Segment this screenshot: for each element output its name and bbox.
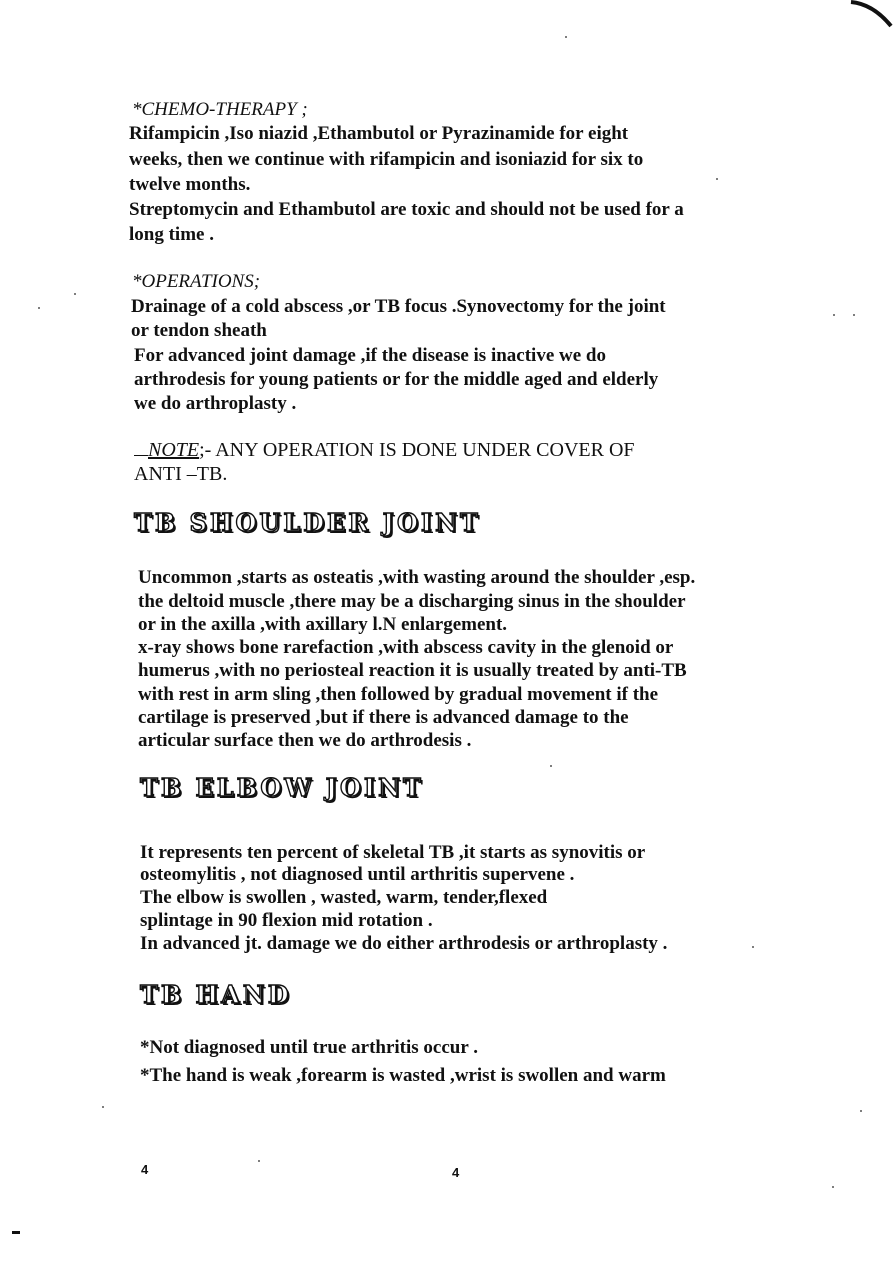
operations-heading: *OPERATIONS; [132,271,261,292]
operations-line-3: For advanced joint damage ,if the disease is inactive we do [134,345,606,366]
scan-speck [860,1110,862,1112]
scan-speck [565,36,567,38]
hand-heading: TB HAND [140,980,292,1009]
shoulder-line-6: with rest in arm sling ,then followed by gradual movement if the [138,684,659,705]
scan-mark [12,1231,20,1234]
shoulder-line-7: cartilage is preserved ,but if there is advanced damage to the [138,707,629,728]
elbow-line-5: In advanced jt. damage we do either arthrodesis or arthroplasty . [140,933,668,954]
shoulder-line-3: or in the axilla ,with axillary l.N enlargement. [138,614,508,635]
scan-speck [833,314,835,316]
shoulder-line-4: x-ray shows bone rarefaction ,with abscess cavity in the glenoid or [138,637,674,658]
chemotherapy-line-4: Streptomycin and Ethambutol are toxic and should not be used for a [129,199,684,220]
note-label: NOTE [148,439,200,461]
scan-speck [102,1106,104,1108]
scan-speck [38,307,40,309]
operations-line-5: we do arthroplasty . [134,393,297,414]
elbow-line-4: splintage in 90 flexion mid rotation . [140,910,433,931]
scan-speck [258,1160,260,1162]
elbow-heading: TB ELBOW JOINT [140,773,424,802]
scan-speck [550,765,552,767]
scan-speck [752,946,754,948]
shoulder-line-5: humerus ,with no periosteal reaction it is usually treated by anti-TB [138,660,687,681]
note-line-2: ANTI –TB. [134,463,228,485]
elbow-line-1: It represents ten percent of skeletal TB ,it starts as synovitis or [140,842,646,863]
scan-speck [74,293,76,295]
note-text: ;- ANY OPERATION IS DONE UNDER COVER OF [199,439,635,461]
chemotherapy-line-1: Rifampicin ,Iso niazid ,Ethambutol or Pyrazinamide for eight [129,123,629,144]
chemotherapy-line-3: twelve months. [129,174,251,195]
shoulder-line-2: the deltoid muscle ,there may be a discharging sinus in the shoulder [138,591,686,612]
operations-line-4: arthrodesis for young patients or for the middle aged and elderly [134,369,659,390]
page-number-left: 4 [141,1162,149,1177]
hand-line-2: *The hand is weak ,forearm is wasted ,wrist is swollen and warm [140,1065,666,1086]
shoulder-line-1: Uncommon ,starts as osteatis ,with wasting around the shoulder ,esp. [138,567,696,588]
scan-corner-mark [833,0,893,30]
scan-speck [832,1186,834,1188]
page-number-center: 4 [452,1165,460,1180]
chemotherapy-line-5: long time . [129,224,214,245]
operations-line-1: Drainage of a cold abscess ,or TB focus .Synovectomy for the joint [131,296,666,317]
hand-line-1: *Not diagnosed until true arthritis occur . [140,1037,478,1058]
note-line-1 [134,438,635,462]
elbow-line-3: The elbow is swollen , wasted, warm, tender,flexed [140,887,548,908]
shoulder-line-8: articular surface then we do arthrodesis . [138,730,472,751]
chemotherapy-line-2: weeks, then we continue with rifampicin and isoniazid for six to [129,149,644,170]
chemotherapy-heading: *CHEMO-THERAPY ; [132,99,308,120]
scan-speck [853,314,855,316]
elbow-line-2: osteomylitis , not diagnosed until arthritis supervene . [140,864,575,885]
shoulder-heading: TB SHOULDER JOINT [134,508,481,537]
operations-line-2: or tendon sheath [131,320,267,341]
scan-speck [716,178,718,180]
